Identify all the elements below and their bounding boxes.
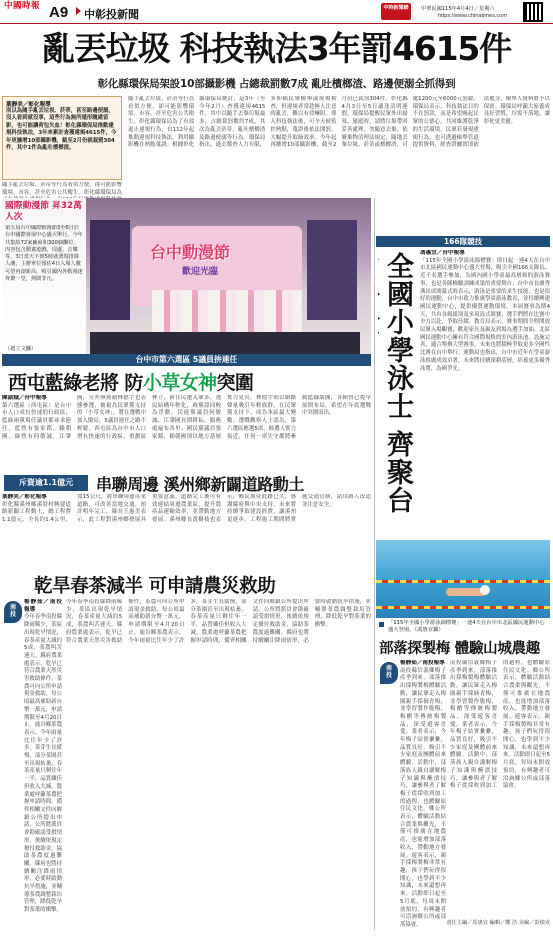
qr-code-icon[interactable] (523, 2, 543, 22)
craft-pin-label: 南投 (385, 665, 392, 679)
election-body (2, 395, 371, 470)
road-headline: 串聯周邊 溪州鄉新闢道路動土 (96, 475, 304, 494)
stage-left-panel (90, 220, 130, 320)
swim-photo (376, 540, 550, 618)
photo-caption-box (2, 198, 86, 354)
swim-vertical-headline: 全國小學泳士 齊聚台 (382, 252, 413, 515)
page-footer: 責任主編／馬惠宜 編輯／鄭 浩 美編／彭楨戎 (446, 920, 550, 926)
election-headline-a: 西屯藍綠老將 防 (8, 372, 143, 394)
masthead-logo-text: 中時新聞網 (383, 5, 409, 11)
stage-right-panel (307, 220, 357, 320)
lead-body-text: 隨手亂丟垃圾、菸蒂等行為看似方便，卻可能影響環境、市容，甚至危害公共衛生。彰化縣環保局為了有效遏止違規行為，自112年起推動違規科技執法，利用攝影機在熱點蒐證。根據彰化縣環保局統計，這3年（至今年2月）查獲違規4615件，其中以隨手丟棄垃圾最多，占總裁罰數約7成，其次為亂丟菸蒂、亂吐檳榔渣及路邊便溺等行為。環保局指出，過去稽查人力有限，多仰賴民眾檢舉或現場稽查，但違規者常趁無人注意時亂丟，難以有效嚇阻。導入科技執法後，可全天候監控熱點，蒐證後依法開罰，大幅提升取締效率。今年起再擴增10部攝影機，截至2月份已裁罰304件。彰化縣4月3日至5日適逢清明連假，環保局提醒民眾外出掃墓、旅遊時，請將垃圾帶回妥善處理，勿隨意丟棄。依廢棄物清理法規定，隨地丟棄垃圾、菸蒂或檳榔渣，可處1200元至6000元罰鍰。環保局表示，科技執法目的不在罰款，而是希望喚起民眾的公德心，共同維護乾淨的生活環境。民眾若發現違規行為，也可透過檢舉管道提供資料，經查證屬實即依法處分，檢舉人資料將予以保密。環保局呼籲大家養成良好習慣，垃圾不落地，讓彰化更美麗。 (128, 96, 550, 149)
lead-summary-box (2, 96, 122, 180)
craft-headline: 部落探製梅 體驗山城農趣 (379, 641, 540, 657)
date-line: 中華民國115年4月4日／星期六 (421, 6, 495, 12)
page-number: A9 (49, 4, 69, 21)
lane-rope (376, 580, 550, 583)
lead-byline: 葉靜美／彰化報導 (6, 102, 51, 108)
lead-body (128, 96, 550, 194)
divider-icon (76, 7, 81, 15)
election-kicker: 台中市第六選區 5議員拚連任 (135, 355, 238, 364)
tea-headline: 乾旱春茶減半 可申請農災救助 (34, 576, 276, 597)
stage-floor (90, 332, 360, 354)
tea-location-pin (4, 601, 22, 623)
lane-rope-2 (376, 606, 550, 609)
page-header (0, 0, 553, 24)
craft-body (450, 660, 550, 910)
swim-caption-marker (379, 622, 384, 627)
photo-caption-credit: （趙立文攝） (5, 346, 37, 352)
swim-badge (376, 236, 550, 247)
lead-summary: 別以為隨手亂丟垃圾、菸蒂，甚至路邊便溺，沒人看到就沒事，這些行為無所遁形隨處留影，也可能讓荷包失血！彰化縣環保局推動違規科技執法，3年來累計查獲違規4615件，今年更擴增10部攝影機，截至2月份就裁罰304件，其中1件為亂吐檳榔渣。 (6, 108, 117, 152)
road-tag-text: 斥資逾1.1億元 (18, 478, 74, 487)
election-byline: 陳淑娥／台中報導 (2, 395, 47, 401)
lead-headline: 亂丟垃圾 科技執法3年罰4615件 (42, 29, 511, 68)
swim-body (420, 250, 550, 540)
craft-body-text: 南投縣信義鄉梅子產季到來，部落推出採梅製梅體驗活動，讓民眾走入梅園親手採摘青梅，並學習製作脆梅、梅醋等傳統梅製品，深受遊客喜愛。業者表示，今年梅子結實纍纍，品質良好，吸引不少家庭及團體前來體驗。活動中，部落族人親自講解梅子知識與醃漬技巧，讓參與者了解梅子從採收到加工的過程，也體驗原住民文化。鄉公所表示，體驗活動結合農業與觀光，不僅可推廣在地農產，也能增加部落收入，帶動地方發展。遊客表示，親手採梅製梅非常有趣，孩子們玩得很開心，也學到不少知識，未來還想再來。活動即日起至5月底，每周末開放預約，有興趣者可洽詢鄉公所或部落協會。 (450, 660, 550, 790)
column-divider (374, 198, 375, 930)
road-byline: 葉靜美／彰化報導 (2, 494, 47, 500)
stage-title: 台中動漫節 (150, 243, 231, 262)
stage-subtitle: 歡迎光臨 (182, 267, 219, 277)
craft-body-start: 南投縣信義鄉梅子產季到來，部落推出採梅製梅體驗活動，讓民眾走入梅園親手採摘青梅，並學習製作脆梅、梅醋等傳統梅製品，深受遊客喜愛。業者表示，今年梅子結實纍纍，品質良好，吸引不少家庭及團體前來體驗。活動中，部落族人親自講解梅子知識與醃漬技巧，讓參與者了解梅子從採收到加工的過程，也體驗原住民文化。鄉公所表示，體驗活動結合農業與觀光，不僅可推廣在地農產，也能增加部落收入，帶動地方發展。遊客表示，親手採梅製梅非常有趣，孩子們玩得很開心，也學到不少知識，未來還想再來。活動即日起至5月底，每周末開放預約，有興趣者可洽詢鄉公所或部落協會。 (400, 667, 446, 928)
swim-body-text: 「115年全國小學游泳錦標賽」即日起一連4天在台中市北區國民運動中心盛大登場，吸引全國166支隊伍、近千名選手參加，為國內國小學童最高層級的游泳賽事，也是各隊檢驗訓練成果的重要舞台。台中市長盧秀燕出席開幕式時表示，游泳是重要的求生技能，也是很好的運動，台中市致力推廣學童游泳教育，並持續興建國民運動中心，提供優質運動環境。本屆賽事為期4天，共有各級組別及多項泳式競賽，選手們將在比賽中全力以赴，爭取佳績。教育局表示，賽事期間全程開放民眾入場觀賽，歡迎家長及親友到場為選手加油。北區國民運動中心擁有符合國際規格的室內游泳池，設施完善，適合舉辦大型賽事，未來也將積極爭取更多全國性比賽在台中舉行。運動局也指出，台中市近年在學童游泳推廣成效卓著，未來將持續深耕基層，培養更多優秀泳將，為國爭光。 (420, 257, 550, 372)
tea-body-left (24, 599, 62, 929)
craft-body-left (400, 660, 446, 930)
election-kicker-bar (2, 354, 371, 366)
road-body-text: 彰化縣溪州鄉溪厝村興建道路新闢工程動土，總工程費1.1億元，全長約1.4公里、寬15公尺，將串聯周邊產業道路，可改善當地交通，預計明年完工。縣長王惠美表示，此工程對溪州鄉發展具重要意義，道路完工後可有效連結周邊農業區，提升農產品運輸效率，並帶動地方發展。溪州鄉長黃樹枝也表示，鄉民期待此路已久，感謝縣府與中央支持，未來將持續爭取建設經費，讓溪州更進步。工程施工期間將實施交通管制，請用路人改道並注意安全。 (2, 494, 371, 524)
election-headline (8, 368, 253, 395)
masthead-logo (381, 3, 411, 20)
swim-badge-text: 166隊競技 (443, 237, 483, 246)
performers (152, 290, 302, 334)
anime-festival-photo (2, 198, 371, 354)
section-title: 中彰投新聞 (84, 8, 139, 21)
lead-subhead: 彰化縣環保局架設10部攝影機 占總裁罰數7成 亂吐檳榔渣、路邊便溺全抓得到 (97, 78, 456, 90)
swim-byline: 馮惠宜／台中報導 (420, 250, 465, 256)
tea-body-start: 今年春季南投縣降雨稀少，茶區出現乾旱情況，春茶產量大減約5成，茶農叫苦連天。縣府農業處表示，乾旱已符合農業天然災害救助條件，茶農可向公所申請現金救助，每公頃最高補助新台幣一萬元，申請期限至4月20日止。鹿谷鄉茶農表示，今年雨量比往年少了許多，茶芽生長緩慢，部分茶園甚至出現枯萎，春茶產量只剩往年一半，品質雖佳但收入大減。農業處呼籲茶農把握申請時間，備齊相關文件向鄉鎮公所提出申請，公所將派員會勘確認受損情形，後續依規定撥付救助金，協助茶農度過難關。縣府也將持續關注降雨情形，必要時啟動抗旱措施，並輔導茶農調整栽培管理，降低乾旱對茶業的衝擊。 (24, 614, 62, 914)
site-url[interactable]: https://www.chinatimes.com (438, 13, 508, 19)
election-headline-b: 小草女神 (142, 372, 217, 394)
lead-body-start: 隨手亂丟垃圾、菸蒂等行為看似方便，卻可能影響環境、市容，甚至危害公共衛生。彰化縣環保局為 (2, 182, 122, 196)
photo-caption-title: 國際動漫節 昇32萬人次 (5, 201, 82, 222)
lead-body-left (2, 182, 122, 198)
tea-body-text: 今年春季南投縣降雨稀少，茶區出現乾旱情況，春茶產量大減約5成，茶農叫苦連天。縣府農業處表示，乾旱已符合農業天然災害救助條件，茶農可向公所申請現金救助，每公頃最高補助新台幣一萬元，申請期限至4月20日止。鹿谷鄉茶農表示，今年雨量比往年少了許多，茶芽生長緩慢，部分茶園甚至出現枯萎，春茶產量只剩往年一半，品質雖佳但收入大減。農業處呼籲茶農把握申請時間，備齊相關文件向鄉鎮公所提出申請，公所將派員會勘確認受損情形，後續依規定撥付救助金，協助茶農度過難關。縣府也將持續關注降雨情形，必要時啟動抗旱措施，並輔導茶農調整栽培管理，降低乾旱對茶業的衝擊。 (66, 599, 371, 644)
tea-byline: 楊靜茹／南投報導 (24, 599, 62, 613)
election-headline-c: 突圍 (216, 372, 254, 394)
road-body (2, 494, 371, 570)
craft-location-pin (380, 662, 398, 684)
road-tag (4, 475, 88, 491)
tea-pin-label: 南投 (9, 604, 16, 618)
newspaper-logo: 中國時報 (4, 1, 41, 11)
swim-photo-caption: 「115年全國小學游泳錦標賽」一連4天在台中市北區國民運動中心盛大登場。（馮惠宜攝） (388, 620, 545, 634)
tea-body (66, 599, 371, 929)
election-body-text: 第六選區（西屯區）是台中市人口成長快速的行政區，藍綠兩黨現任議員都尋求連任，藍營有張家銘、賴朝國，綠營有何敏誠、江肇國，另外無黨籍林德宇也表態參選，被視為民眾黨支持的「小草女神」，將在選戰中加入攪局，5議員連任之路不輕鬆。西屯區為台中市人口增長快速的行政區，重劃區林立，新住民遷入眾多，選民結構年輕化，政黨認同較為浮動。民進黨議員何敏誠、江肇國長期耕耘，服務處遍布各里；國民黨議員張家銘、賴朝國則以地方基層實力見長。林德宇則以網路聲量吸引年輕族群，在民眾黨支持下，成為本區最大變數。選戰觀察人士認為，第六選區應選5席，候選人實力接近，任何一席失守都將牽動藍綠版圖，各陣營已提早展開布局，希望在年底選戰中突圍而出。 (2, 395, 371, 440)
craft-byline: 楊靜茹／南投報導 (400, 660, 445, 666)
photo-caption: 第五屆台中國際動漫節3至6日於台中國際會展中心盛大舉行，今年共集結72家廠商和300個攤位，內容包含動畫遊戲、周邊、音樂等，3日當天不到5時就湧現排隊人潮，主辦單位預估4日入場人數可望再創新高，吸引國內外動漫迷齊聚一堂，熱鬧非凡。 (5, 225, 83, 283)
swimmer-cap (480, 585, 490, 595)
